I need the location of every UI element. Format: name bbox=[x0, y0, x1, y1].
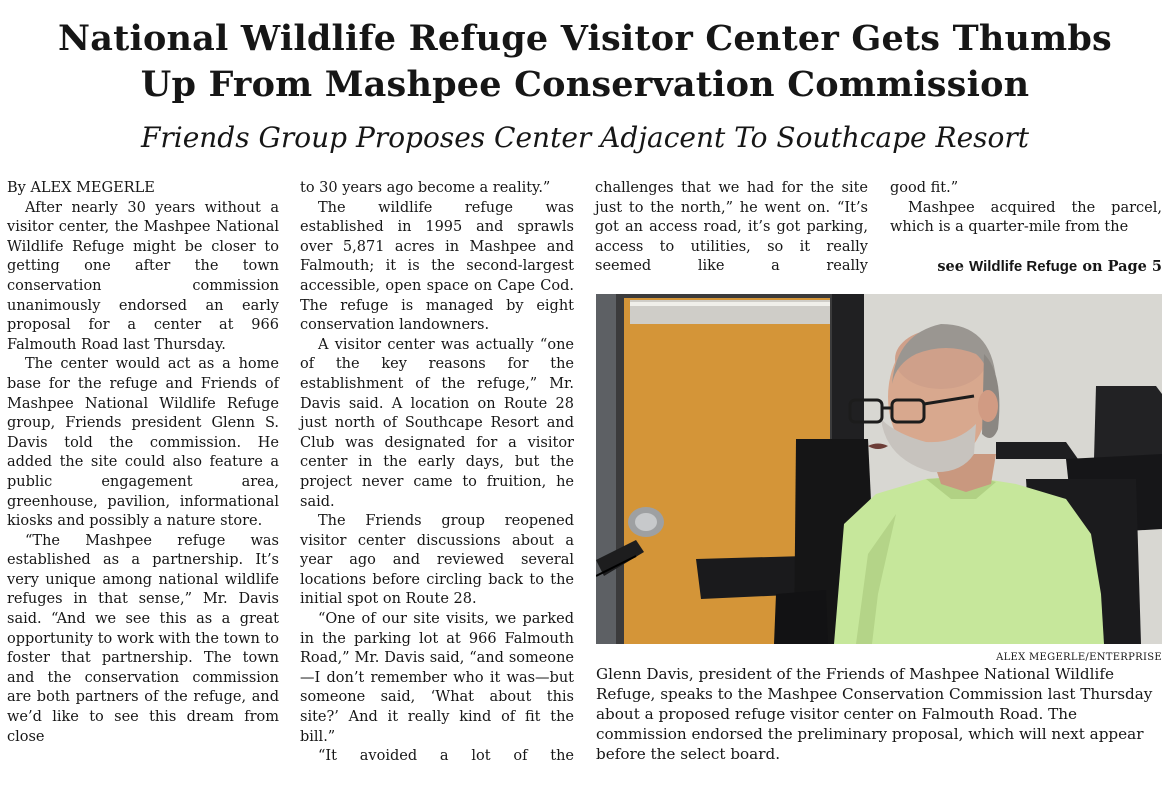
paragraph: The Friends group reopened visitor center discussions about a year ago and reviewed several locations before circling back to the initial spot on Route 28. bbox=[300, 513, 574, 608]
paragraph: A visitor center was actually “one of the key reasons for the establishment of the refuge,” Mr. Davis said. A location on Route 28 just north of Southcape Resort and Club was designated for a visitor center in the early days, but the project never came to fruition, he said. bbox=[300, 336, 574, 510]
paragraph: “One of our site visits, we parked in the parking lot at 966 Falmouth Road,” Mr. Davis said, “and someone—I don’t remember who it was—but someone said, ‘What about this site?’ And it really kind of fit the bill.” bbox=[300, 611, 574, 745]
jump-prefix: see bbox=[937, 258, 964, 275]
subheadline: Friends Group Proposes Center Adjacent To Southcape Resort bbox=[140, 121, 1030, 154]
jump-topic: Wildlife Refuge bbox=[969, 258, 1078, 275]
paragraph: The wildlife refuge was established in 1995 and sprawls over 5,871 acres in Mashpee and Falmouth; it is the second-largest accessible, open space on Cape Cod. The refuge is managed by eight conservation landowners. bbox=[300, 199, 574, 334]
headline-line-1: National Wildlife Refuge Visitor Center Gets Thumbs bbox=[58, 18, 1112, 59]
paragraph: “It avoided a lot of the bbox=[318, 748, 574, 765]
paragraph-continued: good fit.” bbox=[890, 180, 959, 196]
article-column-2 bbox=[300, 179, 574, 767]
photo-caption: Glenn Davis, president of the Friends of Mashpee National Wildlife Refuge, speaks to the Mashpee Conservation Commission last Thursday about a proposed refuge visitor center on Falmouth Road. The commission endorsed the preliminary proposal, which will next appear before the select board. bbox=[596, 665, 1153, 763]
headline bbox=[0, 16, 1170, 108]
paragraph: The center would act as a home base for the refuge and Friends of Mashpee National Wildlife Refuge group, Friends president Glenn S. Davis told the commission. He added the site could also feature a public engagement area, greenhouse, pavilion, informational kiosks and possibly a nature store. bbox=[7, 356, 279, 530]
paragraph: “The Mashpee refuge was established as a partnership. It’s very unique among national wildlife refuges in that sense,” Mr. Davis said. “And we see this as a great opportunity to work with the town to foster that partnership. The town and the conservation commission are both partners of the refuge, and we’d like to see this dream from close bbox=[7, 532, 280, 745]
jump-line[interactable] bbox=[890, 258, 1162, 275]
photo-illustration bbox=[596, 294, 1162, 644]
headline-line-2: Up From Mashpee Conservation Commission bbox=[140, 64, 1030, 105]
article-photo bbox=[596, 294, 1162, 644]
paragraph-continued: challenges that we had for the site just to the north,” he went on. “It’s got an access road, it’s got parking, access to utilities, so it really seemed like a really bbox=[595, 180, 868, 275]
article-column-1 bbox=[7, 179, 279, 747]
jump-suffix: on Page 5 bbox=[1082, 258, 1162, 275]
paragraph: After nearly 30 years without a visitor center, the Mashpee National Wildlife Refuge might be closer to getting one after the town conservation commission unanimously endorsed an early proposal for a center at 966 Falmouth Road last Thursday. bbox=[7, 199, 279, 353]
photo-credit: ALEX MEGERLE/ENTERPRISE bbox=[996, 652, 1162, 663]
paragraph: Mashpee acquired the parcel, which is a quarter-mile from the bbox=[890, 199, 1162, 236]
byline: By ALEX MEGERLE bbox=[7, 180, 155, 196]
article-column-3 bbox=[595, 179, 868, 277]
paragraph-continued: to 30 years ago become a reality.” bbox=[300, 180, 551, 196]
article-column-4 bbox=[890, 179, 1162, 238]
